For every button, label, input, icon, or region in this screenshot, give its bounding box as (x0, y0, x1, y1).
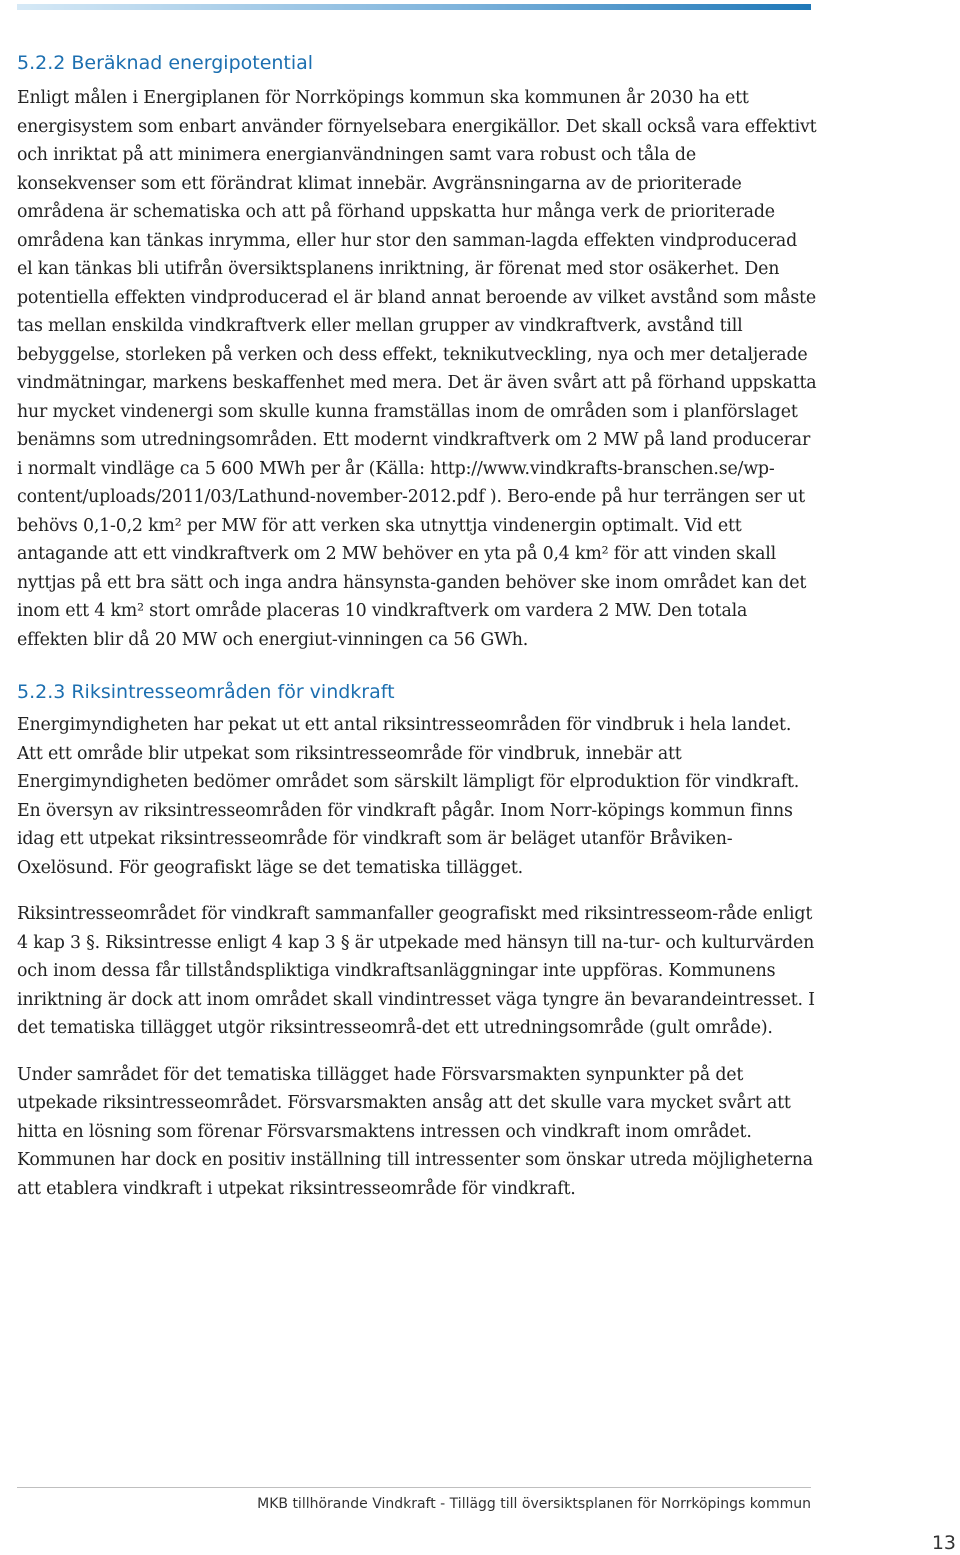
section-number: 5.2.3 (17, 681, 66, 703)
body-paragraph: Enligt målen i Energiplanen för Norrköpings kommun ska kommunen år 2030 ha ett energisystem som enbart använder förnyelsebara energikällor. Det skall också vara effektivt och inriktat på att minimera energianvändningen samt vara robust och tåla de konsekvenser som ett förändrat klimat innebär. Avgränsningarna av de prioriterade områdena är schematiska och att på förhand uppskatta hur många verk de prioriterade områdena kan tänkas inrymma, eller hur stor den samman-lagda effekten vindproducerad el kan tänkas bli utifrån översiktsplanens inriktning, är förenat med stor osäkerhet. Den potentiella effekten vindproducerad el är bland annat beroende av vilket avstånd som måste tas mellan enskilda vindkraftverk eller mellan grupper av vindkraftverk, avstånd till bebyggelse, storleken på verken och dess effekt, teknikutveckling, nya och mer detaljerade vindmätningar, markens beskaffenhet med mera. Det är även svårt att på förhand uppskatta hur mycket vindenergi som skulle kunna framställas inom de områden som i planförslaget benämns som utredningsområden. Ett modernt vindkraftverk om 2 MW på land producerar i normalt vindläge ca 5 600 MWh per år (Källa: http://www.vindkrafts-branschen.se/wp-content/uploads/2011/03/Lathund-november-2012.pdf ). Bero-ende på hur terrängen ser ut behövs 0,1-0,2 km² per MW för att verken ska utnyttja vindenergin optimalt. Vid ett antagande att ett vindkraftverk om 2 MW behöver en yta på 0,4 km² för att vinden skall nyttjas på ett bra sätt och inga andra hänsynsta-ganden behöver ske inom området kan det inom ett 4 km² stort område placeras 10 vindkraftverk om vardera 2 MW. Den totala effekten blir då 20 MW och energiut-vinningen ca 56 GWh. (17, 88, 817, 650)
section-title: Riksintresseområden för vindkraft (71, 681, 395, 703)
section-number: 5.2.2 (17, 52, 66, 74)
page-number: 13 (931, 1532, 956, 1554)
body-paragraph: Riksintresseområdet för vindkraft sammanfaller geografiskt med riksintresseom-råde enligt 4 kap 3 §. Riksintresse enligt 4 kap 3 § är utpekade med hänsyn till na-tur- och kulturvärden och inom dessa får tillståndspliktiga vindkraftsanläggningar inte uppföras. Kommunens inriktning är dock att inom området skall vindintresset väga tyngre än bevarandeintresset. I det tematiska tillägget utgör riksintresseområ-det ett utredningsområde (gult område). (17, 904, 815, 1038)
body-paragraph: Under samrådet för det tematiska tillägget hade Försvarsmakten synpunkter på det utpekade riksintresseområdet. Försvarsmakten ansåg att det skulle vara mycket svårt att hitta en lösning som förenar Försvarsmaktens intressen och vindkraft inom området. Kommunen har dock en positiv inställning till intressenter som önskar utreda möjligheterna att etablera vindkraft i utpekat riksintresseområde för vindkraft. (17, 1064, 813, 1199)
footer-divider (17, 1487, 811, 1488)
section-heading-523 (17, 675, 817, 709)
section-heading-522 (17, 46, 817, 80)
section-title: Beräknad energipotential (71, 52, 314, 74)
page-content (17, 46, 817, 1203)
footer-document-title: MKB tillhörande Vindkraft - Tillägg till översiktsplanen för Norrköpings kommun (257, 1496, 811, 1512)
top-accent-bar (17, 4, 811, 10)
body-paragraph: Energimyndigheten har pekat ut ett antal riksintresseområden för vindbruk i hela landet. Att ett område blir utpekat som riksintresseområde för vindbruk, innebär att Energimyndigheten bedömer området som särskilt lämpligt för elproduktion för vindkraft. En översyn av riksintresseområden för vindkraft pågår. Inom Norr-köpings kommun finns idag ett utpekat riksintresseområde för vindkraft som är beläget utanför Bråviken-Oxelösund. För geografiskt läge se det tematiska tillägget. (17, 715, 800, 878)
